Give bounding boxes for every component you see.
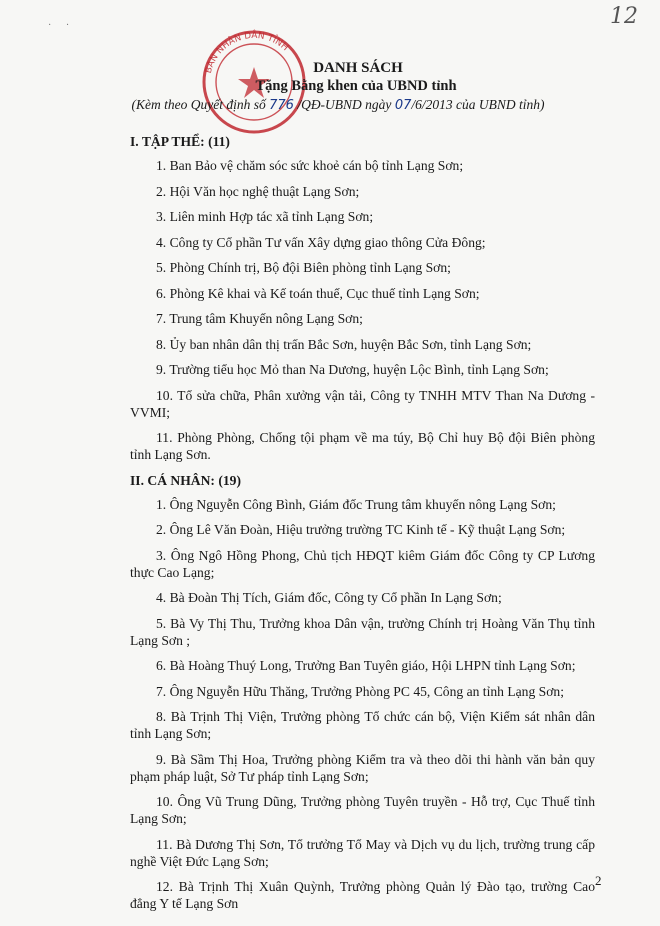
list-item: 7. Trung tâm Khuyến nông Lạng Sơn;	[156, 311, 363, 326]
list-item: 1. Ban Bảo vệ chăm sóc sức khoẻ cán bộ tỉnh Lạng Sơn;	[156, 158, 464, 173]
list-item: 4. Công ty Cổ phần Tư vấn Xây dựng giao thông Cửa Đông;	[156, 234, 486, 250]
list-item: 8. Ủy ban nhân dân thị trấn Bắc Sơn, huyện Bắc Sơn, tỉnh Lạng Sơn;	[156, 336, 532, 352]
list-item: 5. Phòng Chính trị, Bộ đội Biên phòng tỉnh Lạng Sơn;	[156, 260, 451, 275]
section-heading-individuals: II. CÁ NHÂN: (19)	[130, 472, 242, 488]
reference-prefix: (Kèm theo Quyết định số	[131, 97, 270, 112]
award-list	[130, 133, 595, 921]
document-subtitle: Tặng Bằng khen của UBND tỉnh	[255, 78, 457, 94]
section-heading-collectives: I. TẬP THỂ: (11)	[130, 134, 230, 149]
list-item: 10. Tổ sửa chữa, Phân xưởng vận tải, Công ty TNHH MTV Than Na Dương - VVMI;	[130, 387, 595, 420]
list-item: 10. Ông Vũ Trung Dũng, Trưởng phòng Tuyên truyền - Hỗ trợ, Cục Thuế tỉnh Lạng Sơn;	[130, 794, 595, 826]
list-item: 2. Ông Lê Văn Đoàn, Hiệu trưởng trường TC Kinh tế - Kỹ thuật Lạng Sơn;	[156, 522, 566, 537]
list-item: 6. Bà Hoàng Thuý Long, Trưởng Ban Tuyên giáo, Hội LHPN tỉnh Lạng Sơn;	[156, 658, 576, 673]
reference-suffix: /6/2013 của UBND tỉnh)	[411, 97, 545, 112]
list-item: 3. Liên minh Hợp tác xã tỉnh Lạng Sơn;	[156, 209, 374, 224]
svg-text:BAN NHÂN DÂN TỈNH: BAN NHÂN DÂN TỈNH	[203, 30, 290, 75]
document-header	[0, 60, 660, 113]
page-number: 2	[595, 873, 602, 888]
scan-marks: · ·	[48, 20, 76, 31]
list-item: 4. Bà Đoàn Thị Tích, Giám đốc, Công ty Cổ phần In Lạng Sơn;	[156, 590, 502, 605]
list-item: 11. Bà Dương Thị Sơn, Tổ trưởng Tổ May và Dịch vụ du lịch, trường trung cấp nghề Việt Đức Lạng Sơn;	[130, 836, 595, 869]
list-item: 3. Ông Ngô Hồng Phong, Chủ tịch HĐQT kiêm Giám đốc Công ty CP Lương thực Cao Lạng;	[130, 547, 595, 580]
list-item: 8. Bà Trịnh Thị Viện, Trưởng phòng Tổ chức cán bộ, Viện Kiểm sát nhân dân tỉnh Lạng Sơn;	[130, 709, 595, 741]
handwritten-decision-number: 776	[269, 98, 294, 113]
list-item: 5. Bà Vy Thị Thu, Trưởng khoa Dân vận, trường Chính trị Hoàng Văn Thụ tỉnh Lạng Sơn ;	[130, 615, 595, 648]
handwritten-page-mark: 12	[610, 4, 638, 29]
list-item: 7. Ông Nguyễn Hữu Thăng, Trưởng Phòng PC 45, Công an tỉnh Lạng Sơn;	[156, 683, 564, 699]
list-item: 12. Bà Trịnh Thị Xuân Quỳnh, Trưởng phòng Quản lý Đào tạo, trường Cao đẳng Y tế Lạng Sơn	[130, 879, 595, 911]
document-title: DANH SÁCH	[313, 60, 403, 76]
reference-middle: /QĐ-UBND ngày	[293, 97, 395, 112]
list-item: 9. Trường tiểu học Mỏ than Na Dương, huyện Lộc Bình, tỉnh Lạng Sơn;	[156, 362, 549, 377]
list-item: 9. Bà Sầm Thị Hoa, Trưởng phòng Kiểm tra và theo dõi thi hành văn bản quy phạm pháp luật, Sở Tư pháp tỉnh Lạng Sơn;	[130, 751, 595, 784]
decision-reference	[16, 97, 660, 113]
list-item: 2. Hội Văn học nghệ thuật Lạng Sơn;	[156, 183, 360, 199]
list-item: 11. Phòng Phòng, Chống tội phạm về ma túy, Bộ Chỉ huy Bộ đội Biên phòng tỉnh Lạng Sơn.	[130, 430, 595, 462]
list-item: 6. Phòng Kê khai và Kế toán thuế, Cục thuế tỉnh Lạng Sơn;	[156, 285, 480, 301]
list-item: 1. Ông Nguyễn Công Bình, Giám đốc Trung tâm khuyến nông Lạng Sơn;	[156, 496, 556, 512]
handwritten-decision-day: 07	[394, 98, 412, 113]
